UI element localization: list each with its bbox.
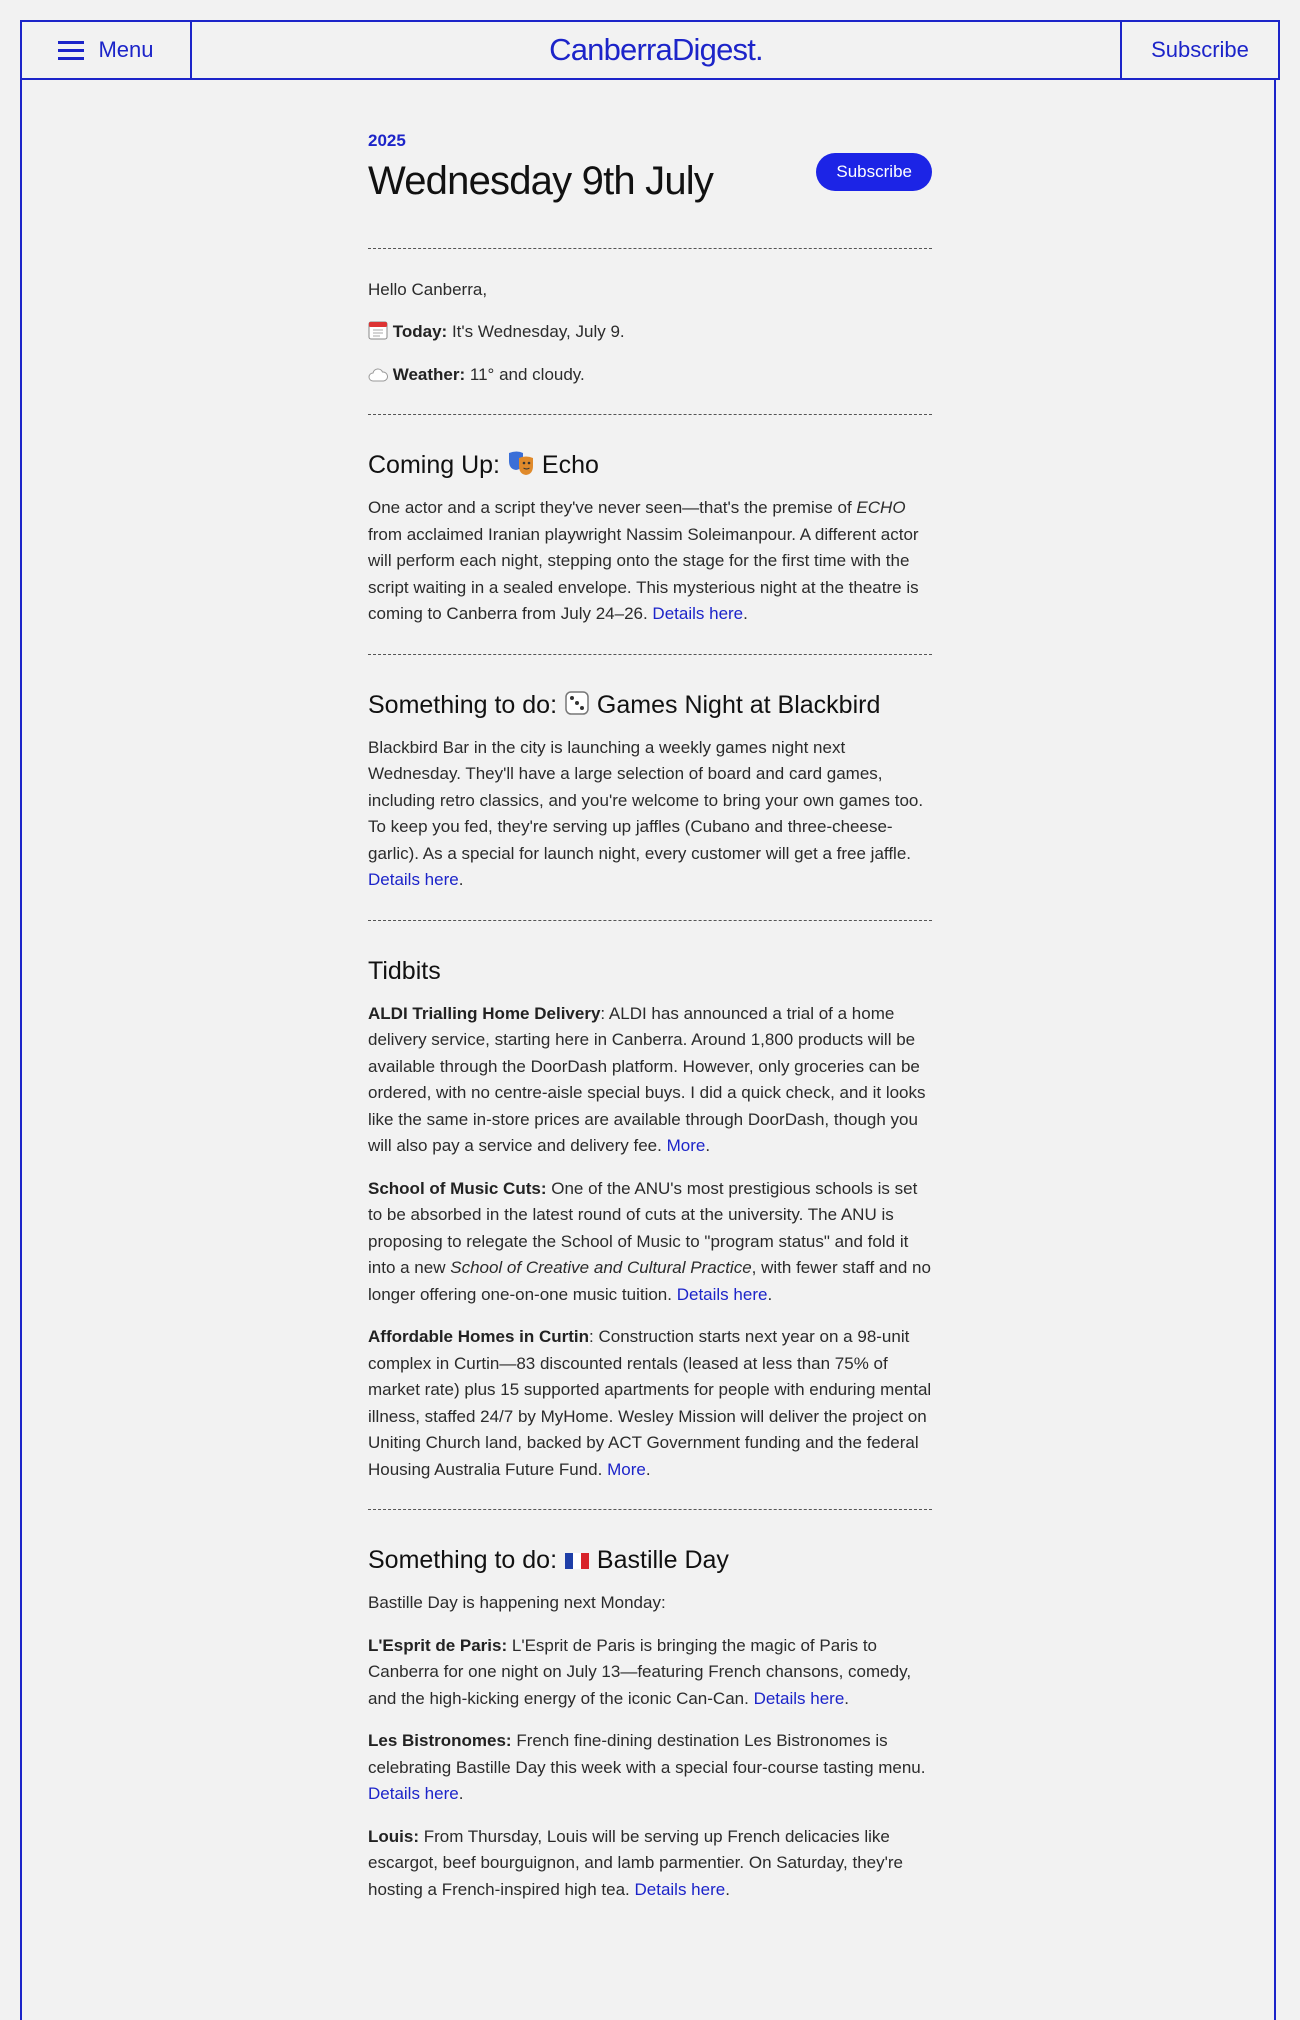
dice-icon (564, 690, 590, 716)
cloud-icon (368, 367, 388, 383)
theatre-masks-icon (507, 450, 535, 476)
echo-details-link[interactable]: Details here (652, 604, 744, 623)
aldi-tidbit: ALDI Trialling Home Delivery: ALDI has announced a trial of a home delivery service, starting here in Canberra. Around 1,800 products will be available through the DoorDash platform. However, only groceries can be ordered, with no centre-aisle special buys. I did a quick check, and it looks like the same in-store prices are available through DoorDash, though you will also pay a service and delivery fee. More. (368, 1003, 926, 1155)
section-heading-games-night: Something to do: Games Night at Blackbird (368, 690, 881, 719)
weather-text: 11° and cloudy. (469, 364, 585, 384)
menu-button[interactable] (22, 22, 192, 78)
french-flag-icon (564, 1551, 590, 1571)
hamburger-icon (58, 40, 84, 60)
aldi-more-link[interactable]: More (666, 1136, 706, 1155)
games-details-link[interactable]: Details here (368, 870, 459, 889)
esprit-item: L'Esprit de Paris: L'Esprit de Paris is bringing the magic of Paris to Canberra for one night on July 13—featuring French chansons, comedy, and the high-kicking energy of the iconic Can-Can. Details here. (368, 1635, 912, 1708)
today-line (368, 319, 932, 346)
games-paragraph: Blackbird Bar in the city is launching a weekly games night next Wednesday. They'll have a large selection of board and card games, including retro classics, and you're welcome to bring your own games too. To keep you fed, they're serving up jaffles (Cubano and three-cheese-garlic). As a special for launch night, every customer will get a free jaffle. Details here. (368, 737, 924, 889)
louis-item: Louis: From Thursday, Louis will be serving up French delicacies like escargot, beef bourguignon, and lamb parmentier. On Saturday, they're hosting a French-inspired high tea. Details here. (368, 1826, 903, 1899)
bistronomes-details-link[interactable]: Details here (368, 1784, 459, 1803)
section-heading-tidbits: Tidbits (368, 956, 441, 985)
bistronomes-item: Les Bistronomes: French fine-dining destination Les Bistronomes is celebrating Bastille Day this week with a special four-course tasting menu. Details here. (368, 1731, 926, 1803)
subscribe-button[interactable]: Subscribe (816, 153, 932, 191)
section-heading-echo: Coming Up: Echo (368, 451, 599, 479)
curtin-more-link[interactable]: More (607, 1459, 646, 1479)
weather-line (368, 362, 932, 389)
calendar-icon (368, 320, 388, 340)
echo-paragraph: One actor and a script they've never seen—that's the premise of ECHO from acclaimed Iranian playwright Nassim Soleimanpour. A different actor will perform each night, stepping onto the stage for the first time with the script waiting in a sealed envelope. This mysterious night at the theatre is coming to Canberra from July 24–26. Details here. (368, 498, 919, 623)
header-subscribe-button[interactable]: Subscribe (1120, 22, 1278, 78)
louis-details-link[interactable]: Details here (634, 1879, 726, 1899)
section-heading-bastille-day: Something to do: Bastille Day (368, 1546, 729, 1574)
today-text: It's Wednesday, July 9. (451, 322, 625, 341)
music-tidbit: School of Music Cuts: One of the ANU's most prestigious schools is set to be absorbed in the latest round of cuts at the university. The ANU is proposing to relegate the School of Music to "program status" and fold it into a new School of Creative and Cultural Practice, with fewer staff and no longer offering one-on-one music tuition. Details here. (368, 1178, 931, 1304)
today-label: Today: (392, 322, 448, 341)
issue-date-title: Wednesday 9th July (368, 158, 714, 203)
menu-label: Menu (98, 37, 154, 62)
site-logo[interactable]: CanberraDigest. (549, 32, 763, 67)
music-details-link[interactable]: Details here (676, 1284, 768, 1304)
greeting: Hello Canberra, (368, 279, 488, 299)
esprit-details-link[interactable]: Details here (753, 1688, 845, 1708)
newsletter-content (368, 128, 932, 1903)
curtin-tidbit: Affordable Homes in Curtin: Construction starts next year on a 98-unit complex in Curtin—83 discounted rentals (leased at less than 75% of market rate) plus 15 supported apartments for people with enduring mental illness, staffed 24/7 by MyHome. Wesley Mission will deliver the project on Uniting Church land, backed by ACT Government funding and the federal Housing Australia Future Fund. More. (368, 1327, 932, 1479)
issue-year: 2025 (368, 131, 406, 150)
weather-label: Weather: (392, 364, 466, 384)
top-bar (20, 20, 1280, 80)
bastille-intro: Bastille Day is happening next Monday: (368, 1593, 666, 1612)
